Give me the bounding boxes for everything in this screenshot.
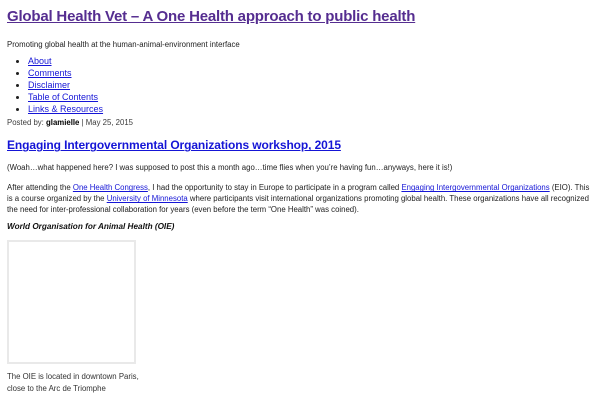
one-health-congress-link[interactable]: One Health Congress [72, 183, 148, 193]
nav-link-links-resources[interactable]: Links & Resources [28, 104, 104, 114]
nav-item-comments [28, 69, 594, 78]
nav-link-disclaimer[interactable]: Disclaimer [28, 80, 71, 90]
post-meta [7, 118, 594, 127]
nav-item-table-of-contents [28, 93, 594, 102]
body-text-2: , I had the opportunity to stay in Europe to participate in a program called [147, 183, 402, 193]
engaging-intergovernmental-organizations-link[interactable]: Engaging Intergovernmental Organizations [401, 183, 550, 193]
nav-item-about [28, 57, 594, 66]
site-nav [7, 57, 594, 114]
site-tagline: Promoting global health at the human-animal-environment interface [7, 40, 240, 49]
site-title-link[interactable]: Global Health Vet – A One Health approach to public health [7, 8, 416, 25]
post-intro-paragraph: (Woah…what happened here? I was supposed to post this a month ago…time flies when you’re having fun…anyways, here it is!) [7, 163, 453, 173]
post-date: | May 25, 2015 [79, 118, 133, 128]
nav-link-about[interactable]: About [28, 56, 52, 66]
section-heading-oie: World Organisation for Animal Health (OIE) [7, 222, 175, 232]
nav-item-disclaimer [28, 81, 594, 90]
body-text-1: After attending the [7, 183, 73, 193]
blog-page [0, 8, 600, 394]
nav-link-comments[interactable]: Comments [28, 68, 72, 78]
body-text-3: (EIO). This is a course organized by the [7, 183, 590, 204]
nav-item-links-resources [28, 105, 594, 114]
post-title [7, 138, 594, 152]
post-title-link[interactable]: Engaging Intergovernmental Organizations workshop, 2015 [7, 138, 341, 153]
posted-by-label: Posted by: [7, 118, 47, 128]
body-text-4: where participants visit international organizations promoting global health. These organizations have all recognized the need for inter-professional collaboration for years (even before the term “One Health” was coined). [7, 194, 589, 215]
image-caption: The OIE is located in downtown Paris, close to the Arc de Triomphe [7, 372, 139, 393]
post-body-paragraph [7, 182, 594, 215]
nav-link-table-of-contents[interactable]: Table of Contents [28, 92, 99, 102]
site-title [7, 8, 594, 26]
university-of-minnesota-link[interactable]: University of Minnesota [106, 194, 188, 204]
author-name: glamielle [46, 118, 80, 128]
post-image-placeholder [7, 240, 136, 364]
